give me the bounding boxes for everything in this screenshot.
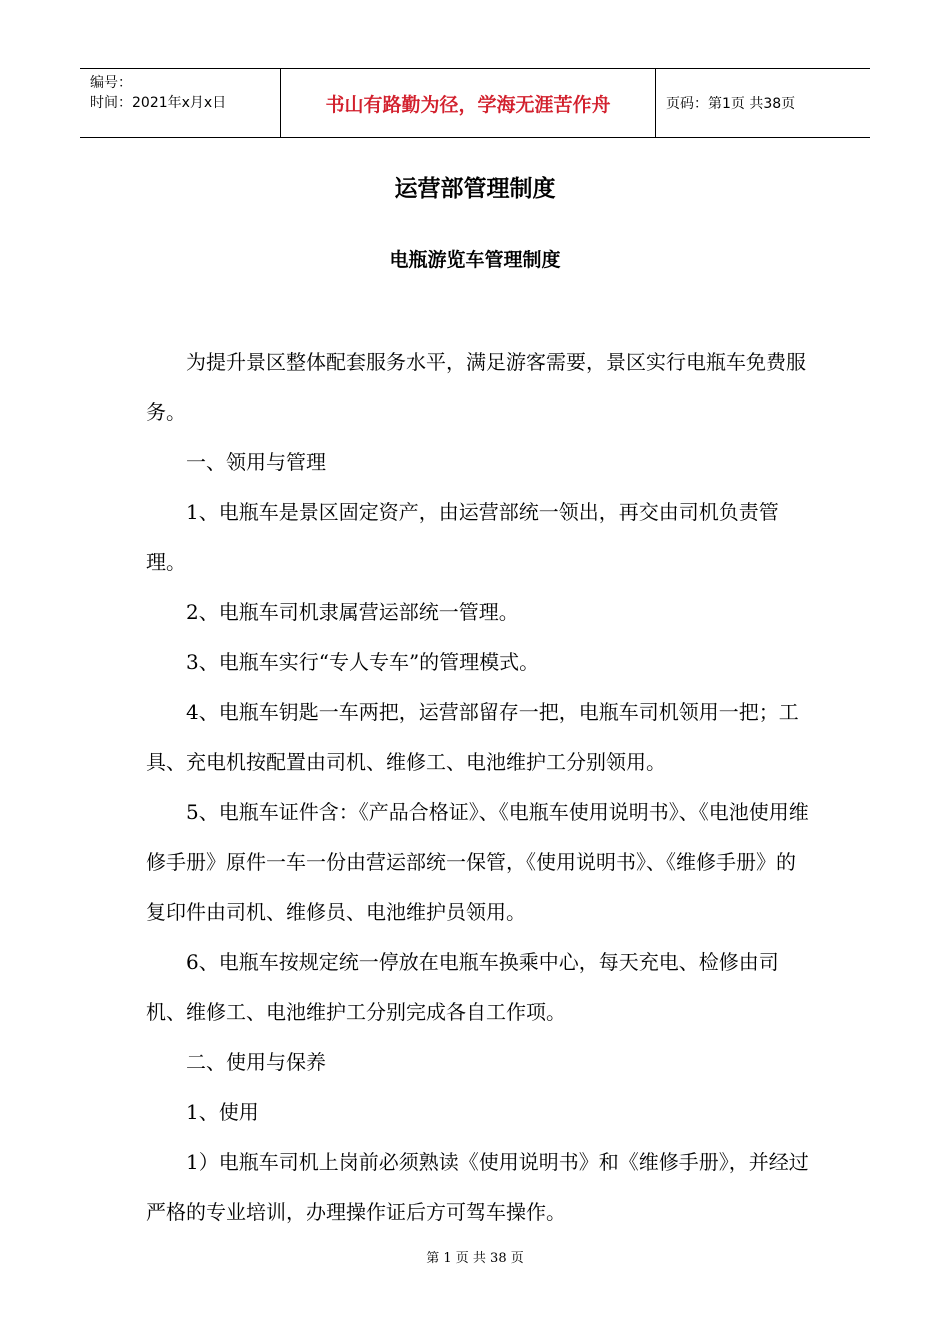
paragraph: 2、电瓶车司机隶属营运部统一管理。 bbox=[186, 600, 519, 624]
section-heading: 一、领用与管理 bbox=[186, 450, 326, 474]
section-heading: 二、使用与保养 bbox=[186, 1050, 326, 1074]
page-header bbox=[80, 68, 870, 138]
paragraph: 1）电瓶车司机上岗前必须熟读《使用说明书》和《维修手册》，并经过严格的专业培训，办理操作证后方可驾车操作。 bbox=[146, 1150, 809, 1224]
paragraph: 5、电瓶车证件含：《产品合格证》、《电瓶车使用说明书》、《电池使用维修手册》原件一车一份由营运部统一保管，《使用说明书》、《维修手册》的复印件由司机、维修员、电池维护员领用。 bbox=[146, 800, 809, 924]
document-body bbox=[146, 337, 810, 1237]
subsection-heading: 1、使用 bbox=[186, 1100, 259, 1124]
paragraph: 为提升景区整体配套服务水平，满足游客需要，景区实行电瓶车免费服务。 bbox=[146, 350, 806, 424]
header-motto: 书山有路勤为径，学海无涯苦作舟 bbox=[280, 69, 656, 137]
paragraph: 3、电瓶车实行“专人专车”的管理模式。 bbox=[186, 650, 540, 674]
header-page-info: 页码：第1页 共38页 bbox=[666, 96, 796, 112]
document-time-label: 时间：2021年x月x日 bbox=[90, 95, 227, 111]
paragraph: 4、电瓶车钥匙一车两把，运营部留存一把，电瓶车司机领用一把；工具、充电机按配置由司机、维修工、电池维护工分别领用。 bbox=[146, 700, 799, 774]
paragraph: 1、电瓶车是景区固定资产，由运营部统一领出，再交由司机负责管理。 bbox=[146, 500, 779, 574]
paragraph: 6、电瓶车按规定统一停放在电瓶车换乘中心，每天充电、检修由司机、维修工、电池维护工分别完成各自工作项。 bbox=[146, 950, 779, 1024]
header-meta bbox=[80, 69, 280, 137]
document-number-label: 编号： bbox=[90, 75, 132, 91]
page-footer: 第 1 页 共 38 页 bbox=[426, 1251, 524, 1266]
document-subtitle: 电瓶游览车管理制度 bbox=[389, 249, 561, 271]
document-title: 运营部管理制度 bbox=[394, 176, 556, 202]
